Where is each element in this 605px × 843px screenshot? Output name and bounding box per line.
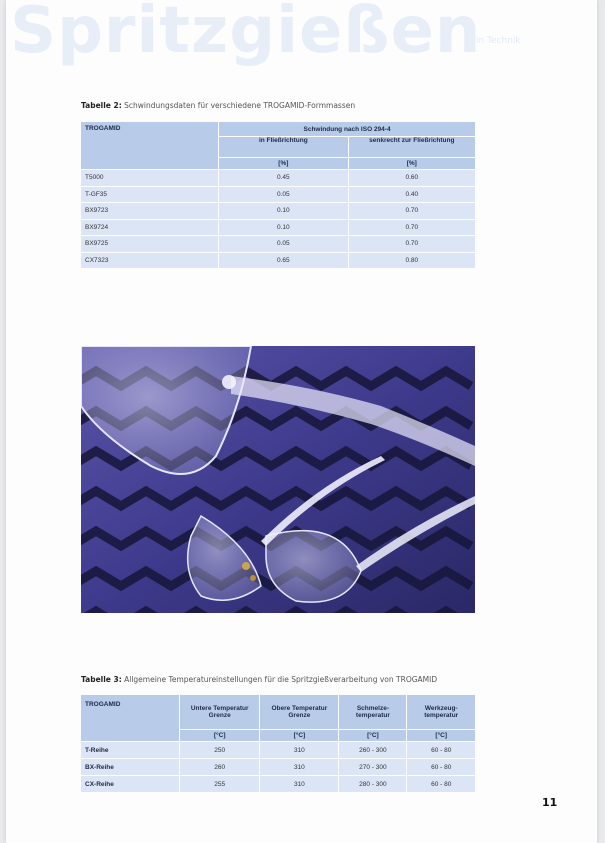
row-label: BX9724 bbox=[81, 220, 218, 236]
row-label: BX9723 bbox=[81, 203, 218, 219]
table-row bbox=[81, 742, 475, 758]
t2-unit-a: [%] bbox=[219, 158, 348, 169]
t2-header-col-b: senkrecht zur Fließrichtung bbox=[349, 137, 475, 157]
table-cell: 270 - 300 bbox=[339, 759, 406, 775]
table-cell: 0.70 bbox=[349, 203, 475, 219]
table-cell: 60 - 80 bbox=[407, 776, 475, 792]
temperature-table bbox=[80, 694, 476, 793]
t2-unit-b: [%] bbox=[349, 158, 475, 169]
table-cell: 310 bbox=[260, 776, 338, 792]
table-cell: 280 - 300 bbox=[339, 776, 406, 792]
table-cell: 250 bbox=[180, 742, 259, 758]
page-headline-subtitle: in Technik bbox=[476, 36, 521, 46]
t2-header-group: Schwindung nach ISO 294-4 bbox=[219, 122, 475, 136]
table-cell: 0.10 bbox=[219, 220, 348, 236]
t2-header-col-a: in Fließrichtung bbox=[219, 137, 348, 157]
t3-header-product: TROGAMID bbox=[81, 695, 179, 741]
table3-caption bbox=[81, 675, 437, 684]
table-cell: 60 - 80 bbox=[407, 742, 475, 758]
t3-header-upper-limit: Obere Temperatur Grenze bbox=[260, 695, 338, 729]
table-cell: 0.05 bbox=[219, 236, 348, 252]
t3-header-lower-limit: Untere Temperatur Grenze bbox=[180, 695, 259, 729]
t3-body bbox=[81, 742, 475, 792]
table2-caption-label: Tabelle 2: bbox=[81, 101, 122, 110]
eyeglasses-photo bbox=[81, 346, 475, 613]
table-row bbox=[81, 759, 475, 775]
t2-header-product: TROGAMID bbox=[81, 122, 218, 169]
table3-caption-text: Allgemeine Temperatureinstellungen für die Spritzgießverarbeitung von TROGAMID bbox=[124, 675, 438, 684]
t3-unit: [°C] bbox=[339, 730, 406, 741]
t3-unit: [°C] bbox=[180, 730, 259, 741]
t3-unit: [°C] bbox=[407, 730, 475, 741]
table-cell: 260 bbox=[180, 759, 259, 775]
table2-caption bbox=[81, 101, 355, 110]
brochure-page bbox=[6, 0, 597, 843]
table-cell: 310 bbox=[260, 759, 338, 775]
t3-header-mold-temp: Werkzeug-temperatur bbox=[407, 695, 475, 729]
table-cell: 255 bbox=[180, 776, 259, 792]
row-label: BX-Reihe bbox=[81, 759, 179, 775]
table-cell: 0.10 bbox=[219, 203, 348, 219]
table-cell: 310 bbox=[260, 742, 338, 758]
table-cell: 0.70 bbox=[349, 220, 475, 236]
table-row bbox=[81, 170, 475, 186]
table-cell: 0.80 bbox=[349, 253, 475, 269]
table-cell: 0.70 bbox=[349, 236, 475, 252]
row-label: T-Reihe bbox=[81, 742, 179, 758]
table-row bbox=[81, 187, 475, 203]
table-row bbox=[81, 253, 475, 269]
table-row bbox=[81, 220, 475, 236]
t2-body bbox=[81, 170, 475, 268]
table-cell: 0.05 bbox=[219, 187, 348, 203]
table2-caption-text: Schwindungsdaten für verschiedene TROGAMID-Formmassen bbox=[124, 101, 356, 110]
table-cell: 0.65 bbox=[219, 253, 348, 269]
table-cell: 60 - 80 bbox=[407, 759, 475, 775]
table-cell: 260 - 300 bbox=[339, 742, 406, 758]
row-label: CX7323 bbox=[81, 253, 218, 269]
t3-header-melt-temp: Schmelze-temperatur bbox=[339, 695, 406, 729]
table3-caption-label: Tabelle 3: bbox=[81, 675, 122, 684]
page-headline: Spritzgießen bbox=[10, 0, 482, 68]
row-label: BX9725 bbox=[81, 236, 218, 252]
table-row bbox=[81, 236, 475, 252]
table-row bbox=[81, 776, 475, 792]
shrinkage-table bbox=[80, 121, 476, 269]
row-label: T5000 bbox=[81, 170, 218, 186]
row-label: CX-Reihe bbox=[81, 776, 179, 792]
table-cell: 0.45 bbox=[219, 170, 348, 186]
table-cell: 0.40 bbox=[349, 187, 475, 203]
table-cell: 0.60 bbox=[349, 170, 475, 186]
table-row bbox=[81, 203, 475, 219]
page-number: 11 bbox=[542, 796, 558, 809]
row-label: T-GF35 bbox=[81, 187, 218, 203]
t3-unit: [°C] bbox=[260, 730, 338, 741]
